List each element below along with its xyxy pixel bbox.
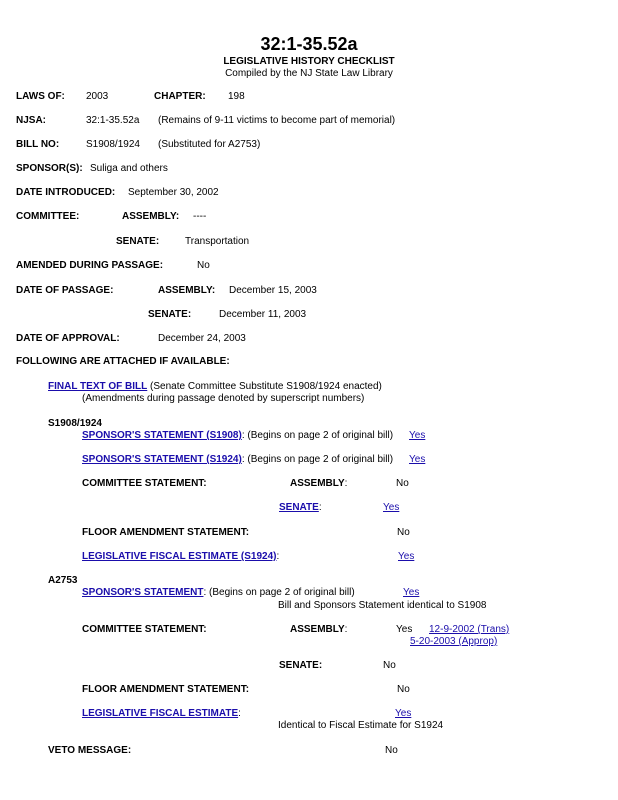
- date-of-approval-label: DATE OF APPROVAL:: [16, 333, 120, 344]
- page-subtitle: LEGISLATIVE HISTORY CHECKLIST: [223, 56, 395, 67]
- s1908-fiscal-link[interactable]: LEGISLATIVE FISCAL ESTIMATE (S1924): [82, 551, 277, 562]
- passage-senate-value: December 11, 2003: [219, 309, 307, 320]
- a2753-fiscal-link[interactable]: LEGISLATIVE FISCAL ESTIMATE: [82, 708, 239, 719]
- passage-assembly-value: December 15, 2003: [229, 285, 317, 296]
- a2753-heading: A2753: [48, 575, 78, 586]
- s1908-sponsor2-note: : (Begins on page 2 of original bill): [241, 454, 394, 465]
- veto-value: No: [385, 745, 398, 756]
- final-text-link[interactable]: FINAL TEXT OF BILL: [48, 381, 148, 392]
- final-text-note2: (Amendments during passage denoted by superscript numbers): [82, 393, 365, 404]
- s1908-floor-label: FLOOR AMENDMENT STATEMENT:: [82, 527, 250, 538]
- amended-value: No: [197, 260, 210, 271]
- a2753-senate-label: SENATE:: [279, 660, 323, 671]
- a2753-assembly-row: [290, 624, 347, 636]
- date-of-approval-value: December 24, 2003: [158, 333, 246, 344]
- a2753-sponsor-row: [82, 587, 355, 599]
- a2753-fiscal-colon: :: [238, 708, 241, 719]
- a2753-sponsor-yes-link[interactable]: Yes: [403, 587, 420, 598]
- njsa-value: 32:1-35.52a: [86, 115, 140, 126]
- s1908-sponsor2-row: [82, 454, 393, 466]
- s1908-committee-label: COMMITTEE STATEMENT:: [82, 478, 207, 489]
- bill-no-value: S1908/1924: [86, 139, 140, 150]
- s1908-senate-row: [279, 502, 322, 514]
- committee-assembly-value: ----: [193, 211, 207, 222]
- date-of-passage-label: DATE OF PASSAGE:: [16, 285, 114, 296]
- s1908-assembly-label: ASSEMBLY: [290, 478, 345, 489]
- date-introduced-value: September 30, 2002: [128, 187, 219, 198]
- a2753-fiscal-row: [82, 708, 241, 720]
- s1908-fiscal-row: [82, 551, 279, 563]
- committee-label: COMMITTEE:: [16, 211, 80, 222]
- s1908-senate-link[interactable]: SENATE: [279, 502, 319, 513]
- final-text-row: [48, 381, 382, 393]
- a2753-fiscal-identical: Identical to Fiscal Estimate for S1924: [278, 720, 444, 731]
- s1908-fiscal-yes-link[interactable]: Yes: [398, 551, 415, 562]
- date-introduced-label: DATE INTRODUCED:: [16, 187, 116, 198]
- veto-label: VETO MESSAGE:: [48, 745, 132, 756]
- njsa-note: (Remains of 9-11 victims to become part of memorial): [158, 115, 396, 126]
- s1908-sponsor2-yes-link[interactable]: Yes: [409, 454, 426, 465]
- s1908-fiscal-colon: :: [276, 551, 280, 562]
- compiled-by: Compiled by the NJ State Law Library: [225, 68, 393, 79]
- s1908-floor-value: No: [397, 527, 410, 538]
- a2753-floor-value: No: [397, 684, 410, 695]
- committee-senate-value: Transportation: [185, 236, 250, 247]
- a2753-senate-value: No: [383, 660, 396, 671]
- passage-senate-label: SENATE:: [148, 309, 192, 320]
- s1908-assembly-colon: :: [344, 478, 348, 489]
- s1908-sponsor1-note: : (Begins on page 2 of original bill): [241, 430, 394, 441]
- passage-assembly-label: ASSEMBLY:: [158, 285, 216, 296]
- s1908-senate-colon: :: [318, 502, 322, 513]
- s1908-heading: S1908/1924: [48, 418, 102, 429]
- s1908-senate-yes-link[interactable]: Yes: [383, 502, 400, 513]
- page-title: 32:1-35.52a: [260, 34, 358, 54]
- a2753-fiscal-yes-link[interactable]: Yes: [395, 708, 412, 719]
- a2753-assembly-label: ASSEMBLY: [290, 624, 345, 635]
- s1908-assembly-value: No: [396, 478, 409, 489]
- final-text-note: (Senate Committee Substitute S1908/1924 enacted): [150, 381, 382, 392]
- committee-assembly-label: ASSEMBLY:: [122, 211, 180, 222]
- laws-of-value: 2003: [86, 91, 109, 102]
- a2753-sponsor-link[interactable]: SPONSOR'S STATEMENT: [82, 587, 204, 598]
- a2753-assembly-value: Yes: [396, 624, 413, 635]
- sponsors-label: SPONSOR(S):: [16, 163, 83, 174]
- s1908-sponsor2-link[interactable]: SPONSOR'S STATEMENT (S1924): [82, 454, 242, 465]
- bill-no-note: (Substituted for A2753): [158, 139, 261, 150]
- njsa-label: NJSA:: [16, 115, 47, 126]
- sponsors-value: Suliga and others: [90, 163, 168, 174]
- a2753-assembly-link-trans[interactable]: 12-9-2002 (Trans): [429, 624, 510, 635]
- laws-of-label: LAWS OF:: [16, 91, 65, 102]
- s1908-assembly-row: [290, 478, 347, 490]
- amended-label: AMENDED DURING PASSAGE:: [16, 260, 164, 271]
- committee-senate-label: SENATE:: [116, 236, 160, 247]
- a2753-assembly-link-approp[interactable]: 5-20-2003 (Approp): [410, 636, 498, 647]
- a2753-committee-label: COMMITTEE STATEMENT:: [82, 624, 207, 635]
- s1908-sponsor1-link[interactable]: SPONSOR'S STATEMENT (S1908): [82, 430, 242, 441]
- a2753-sponsor-note: : (Begins on page 2 of original bill): [203, 587, 355, 598]
- s1908-sponsor1-row: [82, 430, 393, 442]
- a2753-floor-label: FLOOR AMENDMENT STATEMENT:: [82, 684, 250, 695]
- a2753-sponsor-identical: Bill and Sponsors Statement identical to S1908: [278, 600, 487, 611]
- attached-heading: FOLLOWING ARE ATTACHED IF AVAILABLE:: [16, 356, 230, 367]
- s1908-sponsor1-yes-link[interactable]: Yes: [409, 430, 426, 441]
- bill-no-label: BILL NO:: [16, 139, 60, 150]
- chapter-label: CHAPTER:: [154, 91, 206, 102]
- chapter-value: 198: [228, 91, 245, 102]
- a2753-assembly-colon: :: [344, 624, 348, 635]
